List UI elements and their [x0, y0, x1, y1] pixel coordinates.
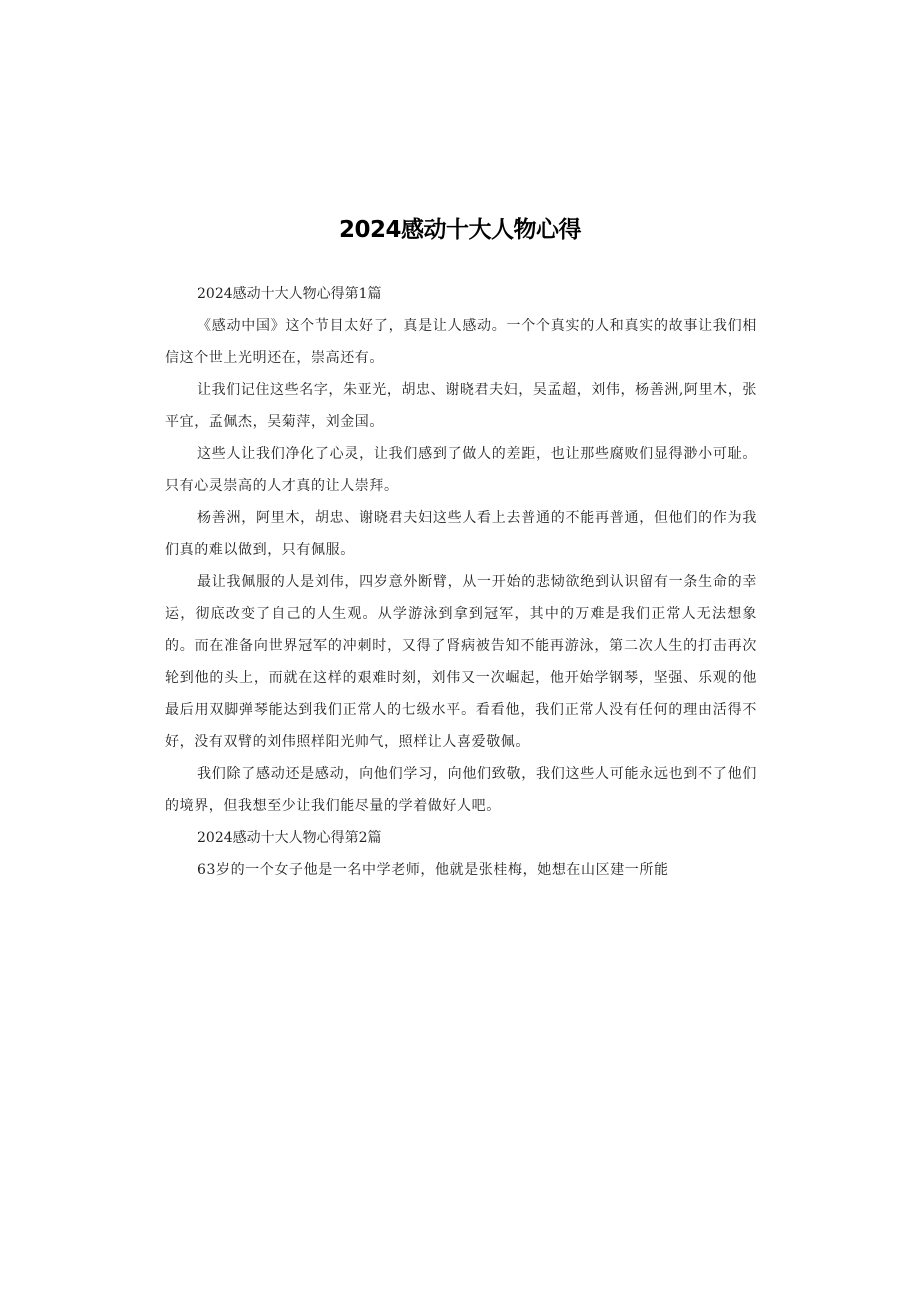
document-title: 2024感动十大人物心得: [338, 217, 581, 243]
paragraph: 最让我佩服的人是刘伟，四岁意外断臂，从一开始的悲恸欲绝到认识留有一条生命的幸运，彻底改变了自己的人生观。从学游泳到拿到冠军，其中的万难是我们正常人无法想象的。而在准备向世界冠军的冲刺时，又得了肾病被告知不能再游泳，第二次人生的打击再次轮到他的头上，而就在这样的艰难时刻，刘伟又一次崛起，他开始学钢琴，坚强、乐观的他最后用双脚弹琴能达到我们正常人的七级水平。看看他，我们正常人没有任何的理由活得不好，没有双臂的刘伟照样阳光帅气，照样让人喜爱敬佩。: [165, 574, 757, 750]
paragraph: 这些人让我们净化了心灵，让我们感到了做人的差距，也让那些腐败们显得渺小可耻。只有心灵崇高的人才真的让人崇拜。: [165, 446, 757, 494]
paragraph: 63岁的一个女子他是一名中学老师，他就是张桂梅，她想在山区建一所能: [197, 862, 669, 878]
document-body: [165, 278, 757, 886]
paragraph: 《感动中国》这个节目太好了，真是让人感动。一个个真实的人和真实的故事让我们相信这个世上光明还在，崇高还有。: [165, 318, 757, 366]
section-heading-1: 2024感动十大人物心得第1篇: [197, 286, 382, 302]
paragraph: 让我们记住这些名字，朱亚光，胡忠、谢晓君夫妇，吴孟超，刘伟，杨善洲,阿里木，张平宜，孟佩杰，吴菊萍，刘金国。: [165, 382, 757, 430]
paragraph: 杨善洲，阿里木，胡忠、谢晓君夫妇这些人看上去普通的不能再普通，但他们的作为我们真的难以做到，只有佩服。: [165, 510, 757, 558]
section-heading-2: 2024感动十大人物心得第2篇: [197, 830, 382, 846]
paragraph: 我们除了感动还是感动，向他们学习，向他们致敬，我们这些人可能永远也到不了他们的境界，但我想至少让我们能尽量的学着做好人吧。: [165, 766, 757, 814]
